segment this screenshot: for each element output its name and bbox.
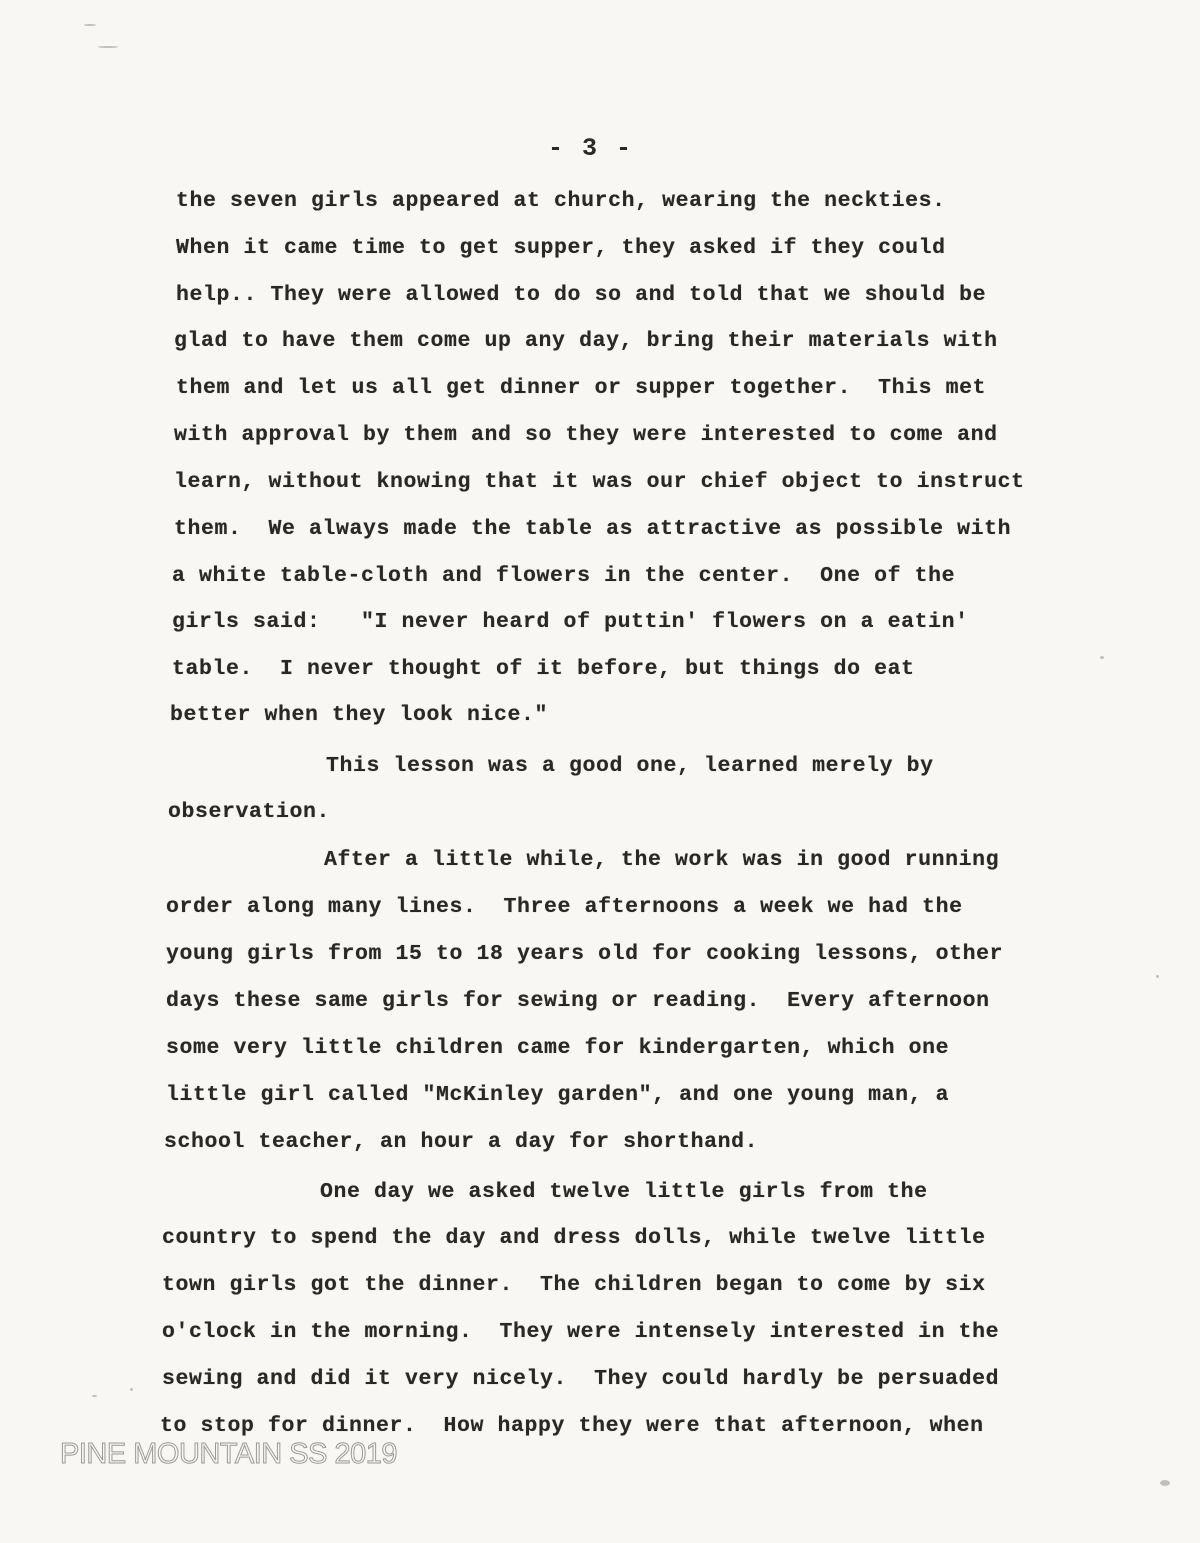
text-line: a white table-cloth and flowers in the center. One of the	[172, 564, 956, 588]
text-line: them and let us all get dinner or supper together. This met	[176, 376, 987, 400]
text-line: days these same girls for sewing or reading. Every afternoon	[166, 989, 990, 1013]
text-line: observation.	[168, 800, 331, 824]
text-line: some very little children came for kindergarten, which one	[166, 1036, 950, 1060]
paper-speck	[130, 1388, 133, 1391]
text-line: the seven girls appeared at church, wearing the neckties.	[176, 189, 946, 213]
text-line: them. We always made the table as attractive as possible with	[174, 517, 1012, 541]
text-line: o'clock in the morning. They were intensely interested in the	[162, 1320, 1000, 1344]
paper-speck	[98, 46, 118, 48]
text-line: with approval by them and so they were interested to come and	[174, 423, 998, 447]
text-line: learn, without knowing that it was our chief object to instruct	[174, 470, 1025, 494]
paper-speck	[92, 1395, 97, 1397]
paper-speck	[84, 24, 96, 26]
text-line: One day we asked twelve little girls from the	[320, 1180, 928, 1204]
text-line: school teacher, an hour a day for shorthand.	[164, 1130, 759, 1154]
paper-speck	[1160, 1480, 1170, 1486]
text-line: to stop for dinner. How happy they were that afternoon, when	[160, 1414, 984, 1438]
text-line: After a little while, the work was in good running	[324, 848, 1000, 872]
text-line: When it came time to get supper, they asked if they could	[176, 236, 946, 260]
text-line: This lesson was a good one, learned merely by	[326, 754, 934, 778]
text-line: girls said: "I never heard of puttin' flowers on a eatin'	[172, 610, 969, 634]
watermark: PINE MOUNTAIN SS 2019	[60, 1438, 398, 1470]
paper-speck	[1100, 656, 1104, 659]
text-line: sewing and did it very nicely. They could hardly be persuaded	[162, 1367, 1000, 1391]
text-line: help.. They were allowed to do so and told that we should be	[176, 283, 987, 307]
paper-speck	[1156, 975, 1159, 978]
text-line: town girls got the dinner. The children began to come by six	[162, 1273, 986, 1297]
text-line: country to spend the day and dress dolls, while twelve little	[162, 1226, 986, 1250]
text-line: little girl called "McKinley garden", and one young man, a	[166, 1083, 950, 1107]
text-line: table. I never thought of it before, but things do eat	[172, 657, 915, 681]
text-line: better when they look nice."	[170, 703, 549, 727]
text-line: glad to have them come up any day, bring their materials with	[174, 329, 998, 353]
page-number: - 3 -	[548, 134, 634, 163]
text-line: young girls from 15 to 18 years old for cooking lessons, other	[166, 942, 1004, 966]
text-line: order along many lines. Three afternoons a week we had the	[166, 895, 963, 919]
